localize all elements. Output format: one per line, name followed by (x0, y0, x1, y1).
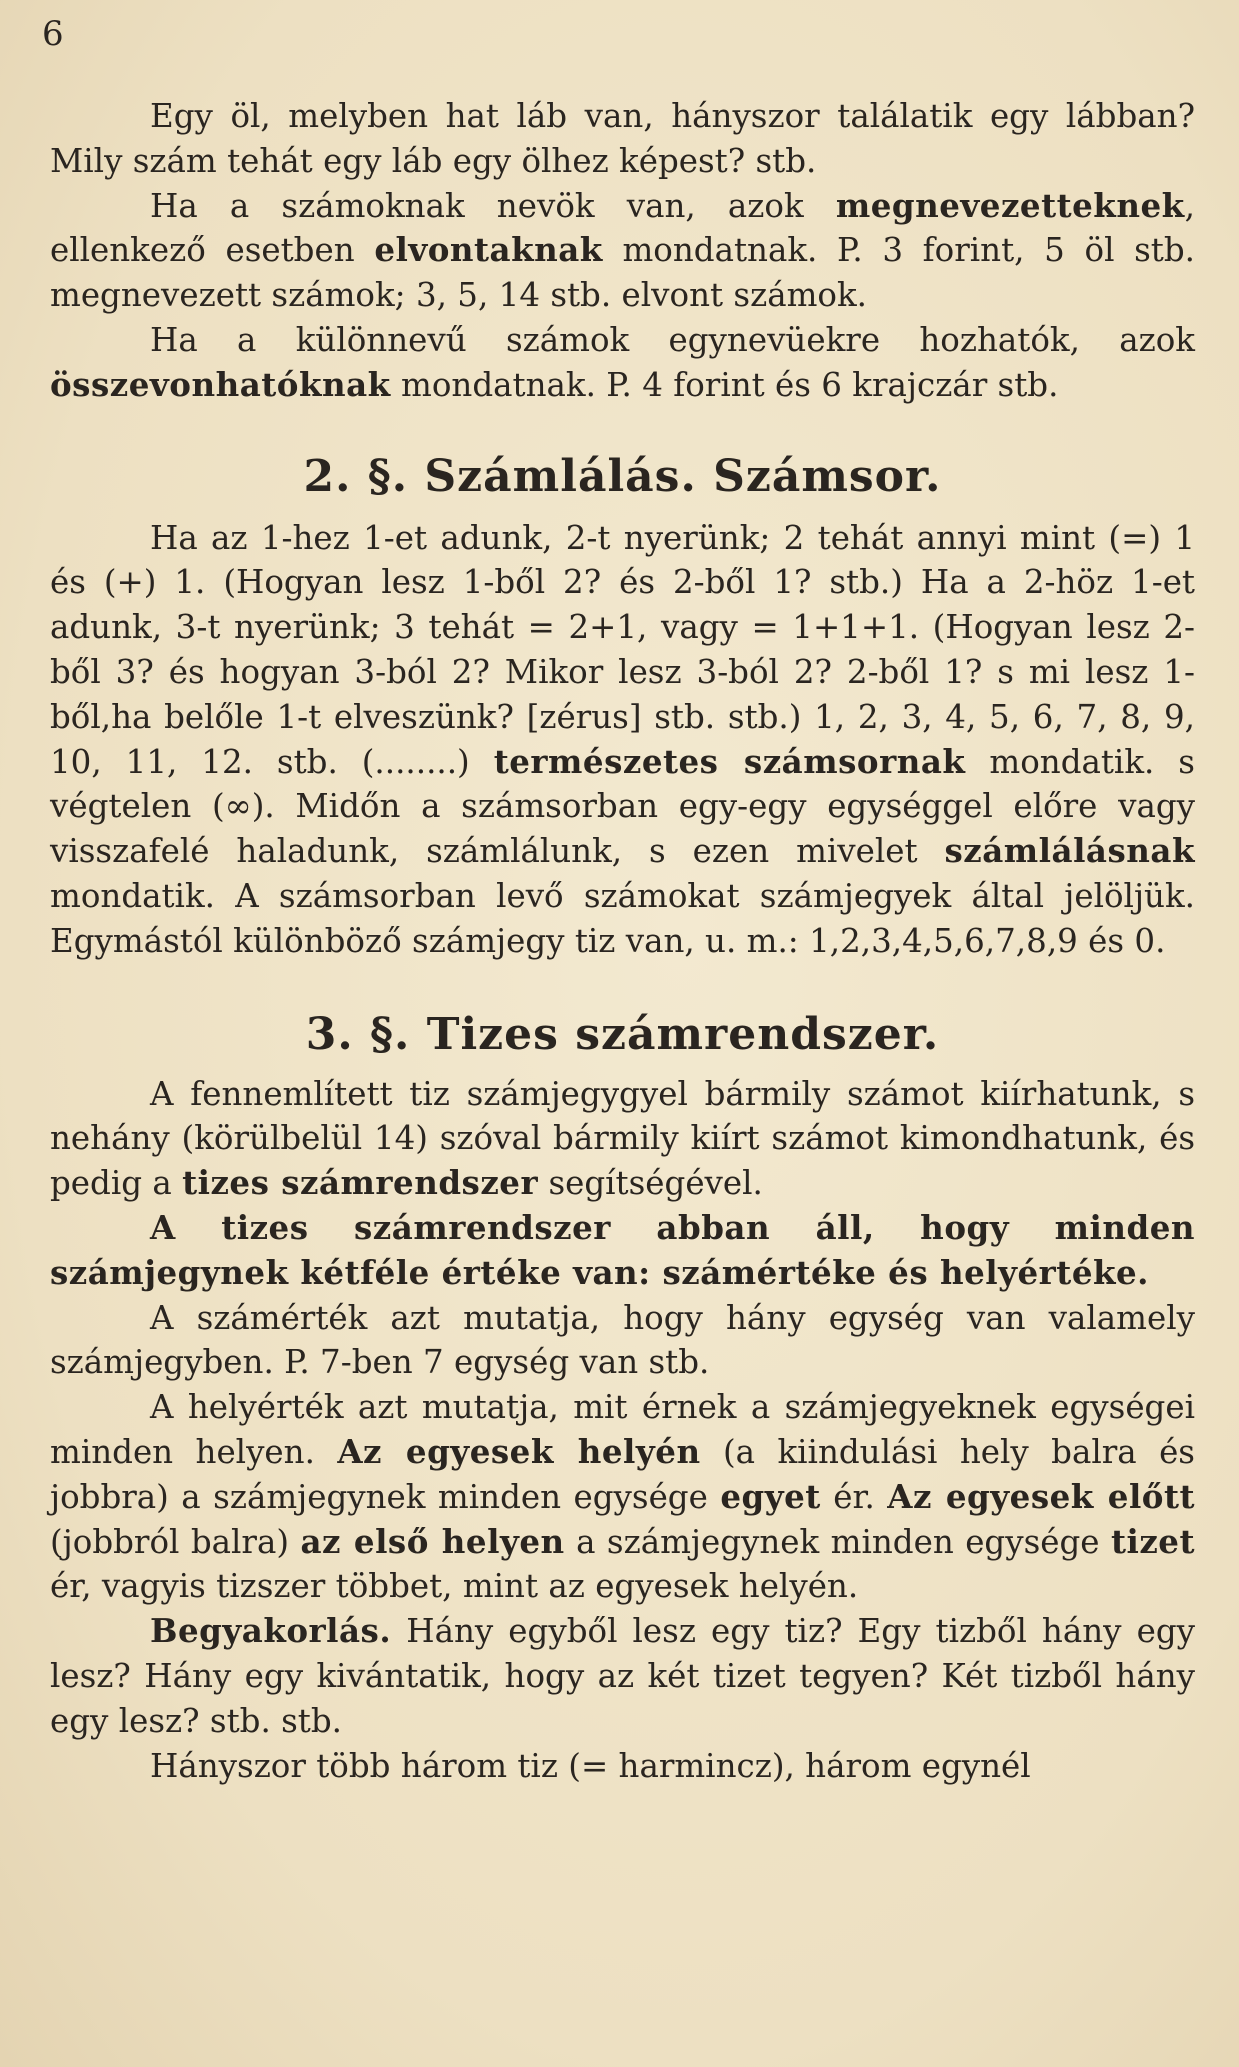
bold-term-begyakorlas: Begyakorlás. (150, 1611, 392, 1651)
section-3-paragraph-1 (50, 1072, 1195, 1206)
section-3-heading: 3. §. Tizes számrendszer. (305, 1008, 940, 1060)
bold-definition: A tizes számrendszer abban áll, hogy minden számjegynek kétféle értéke van: számértéke és helyértéke. (50, 1207, 1195, 1292)
text-run: Hány egyből lesz egy tiz? Egy tizből hány egy lesz? Hány egy kivántatik, hogy az két tizet tegyen? Két tizből hány egy lesz? stb. stb. (50, 1612, 1195, 1740)
text-run: mondatnak. P. 3 forint, 5 öl stb. megnevezett számok; 3, 5, 14 stb. elvont számok. (50, 231, 1196, 315)
text-run: Ha az 1-hez 1-et adunk, 2-t nyerünk; 2 tehát annyi mint (=) 1 és (+) 1. (Hogyan lesz 1-ből 2? és 2-ből 1? stb.) Ha a 2-höz 1-et adunk, 3-t nyerünk; 3 tehát = 2+1, vagy = 1+1+1. (Hogyan lesz 2-ből 3? és hogyan 3-ból 2? Mikor lesz 3-ból 2? 2-ből 1? s mi lesz 1-ből,ha belőle 1-t elveszünk? [zérus] stb. stb.) 1, 2, 3, 4, 5, 6, 7, 8, 9, 10, 11, 12. stb. (........) (50, 518, 1195, 781)
text-run: A fennemlített tiz számjegygyel bármily számot kiírhatunk, s nehány (körülbelül 14) szóval bármily kiírt számot kimondhatunk, és pedig a (50, 1074, 1195, 1203)
bold-term-tizes-szamrendszer: tizes számrendszer (182, 1163, 539, 1203)
bold-term-osszevonhato: összevonhatóknak (50, 364, 391, 404)
section-2-heading: 2. §. Számlálás. Számsor. (303, 450, 942, 502)
section-2-paragraph (50, 516, 1195, 964)
text-run: A helyérték azt mutatja, mit érnek a számjegyeknek egységei minden helyen. (50, 1388, 1195, 1471)
bold-term: egyet (720, 1476, 821, 1516)
bold-term-elvont: elvontaknak (374, 230, 603, 270)
text-run: a számjegynek minden egysége (564, 1522, 1111, 1561)
bold-term: tizet (1110, 1521, 1195, 1561)
text-run: Ha a különnevű számok egynevüekre hozhatók, azok (150, 320, 1195, 359)
text-run: (a kiindulási hely balra és jobbra) a számjegynek minden egysége (50, 1432, 1195, 1516)
text-run: (jobbról balra) (50, 1522, 301, 1561)
bold-term-termeszetes-szamsor: természetes számsornak (493, 741, 966, 781)
bold-term: Az egyesek helyén (337, 1431, 701, 1471)
text-run: mondatik. s végtelen (∞). Midőn a számsorban egy-egy egységgel előre vagy visszafelé haladunk, számlálunk, s ezen mivelet (50, 742, 1195, 871)
bold-term: Az egyesek előtt (887, 1476, 1195, 1516)
text-run: mondatnak. P. 4 forint és 6 krajczár stb. (390, 365, 1059, 404)
section-3-paragraph-2 (50, 1206, 1195, 1296)
page-number: 6 (42, 14, 64, 54)
intro-paragraph-3 (50, 318, 1195, 408)
section-3-paragraph-3: A számérték azt mutatja, hogy hány egység van valamely számjegyben. P. 7-ben 7 egység van stb. (50, 1298, 1195, 1382)
text-run: Ha a számoknak nevök van, azok (150, 186, 836, 225)
section-3-paragraph-6: Hányszor több három tiz (= harmincz), három egynél (150, 1746, 1031, 1785)
text-run: segítségével. (538, 1164, 763, 1203)
page-content (50, 94, 1195, 1788)
section-3-paragraph-4 (50, 1385, 1195, 1609)
intro-paragraph-1: Egy öl, melyben hat láb van, hányszor találatik egy lábban? Mily szám tehát egy láb egy ölhez képest? stb. (50, 97, 1195, 180)
text-run: mondatik. A számsorban levő számokat számjegyek által jelöljük. Egymástól különböző számjegy tiz van, u. m.: 1,2,3,4,5,6,7,8,9 és 0. (50, 876, 1195, 960)
text-run: , ellenkező esetben (50, 186, 1195, 270)
bold-term-megnevezett: megnevezetteknek (835, 185, 1185, 225)
text-run: ér, vagyis tizszer többet, mint az egyesek helyén. (50, 1567, 859, 1606)
bold-term: az első helyen (300, 1521, 565, 1561)
text-run: ér. (820, 1477, 888, 1516)
bold-term-szamlalas: számlálásnak (944, 831, 1195, 871)
section-3-paragraph-5 (50, 1609, 1195, 1743)
intro-paragraph-2 (50, 184, 1195, 318)
